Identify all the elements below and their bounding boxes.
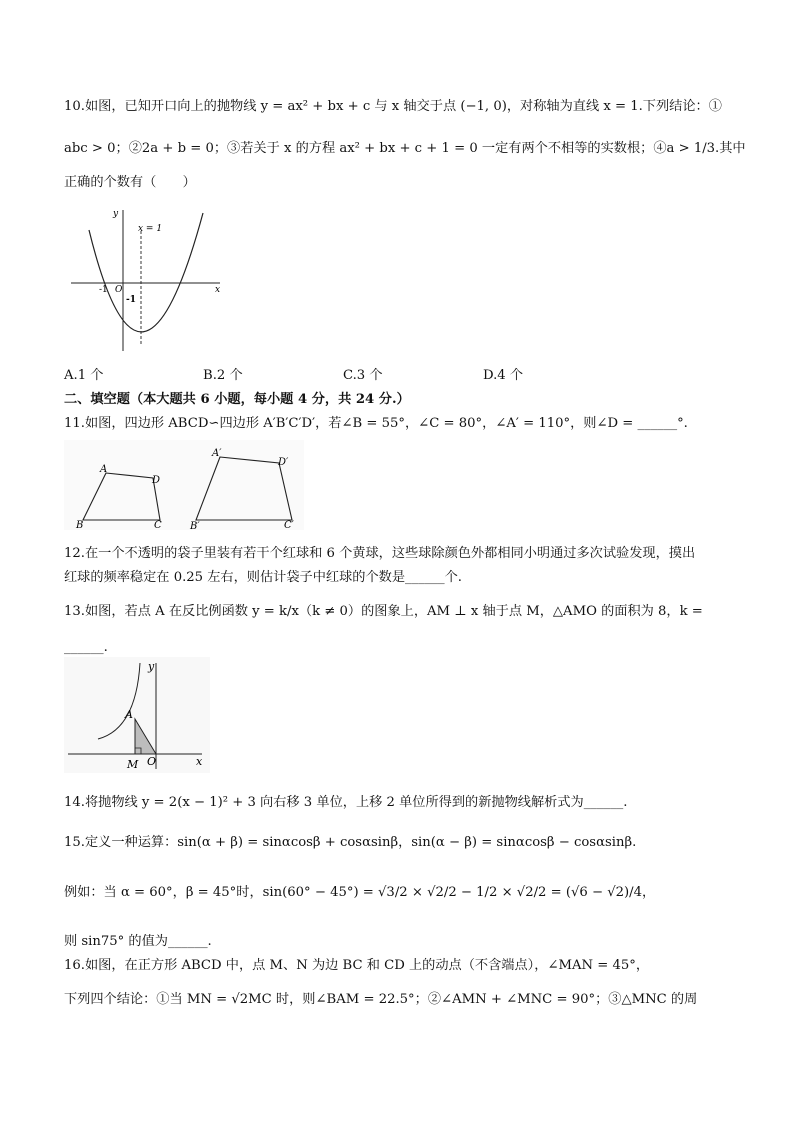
q10-neg-one-x: -1 [99,285,108,295]
section2-title: 二、填空题（本大题共 6 小题，每小题 4 分，共 24 分.） [64,392,410,407]
q10-y-label: y [113,209,119,219]
q11-quadrilaterals-figure [64,440,304,530]
q11-label-a: A [100,464,108,475]
q10-sym-label: x = 1 [138,224,163,234]
q15-line1: 15.定义一种运算：sin(α + β) = sinαcosβ + cosαsinβ，sin(α − β) = sinαcosβ − cosαsinβ. [64,835,637,850]
q11-label-b: B [76,520,84,530]
q12-line2: 红球的频率稳定在 0.25 左右，则估计袋子中红球的个数是______个. [64,570,462,585]
q11-label-c: C [154,520,162,530]
q16-line2: 下列四个结论：①当 MN = √2MC 时，则∠BAM = 22.5°；②∠AMN + ∠MNC = 90°；③△MNC 的周 [64,992,698,1007]
q13-label-y: y [148,660,155,673]
q10-option-d: D.4 个 [483,368,524,383]
q12-line1: 12.在一个不透明的袋子里装有若干个红球和 6 个黄球，这些球除颜色外都相同小明通过多次试验发现，摸出 [64,546,696,561]
q10-line3: 正确的个数有（ ） [64,175,196,190]
q13-hyperbola-figure [64,657,210,773]
q10-option-a: A.1 个 [64,368,104,383]
q10-neg-one-y: -1 [126,295,136,305]
q15-line2: 例如：当 α = 60°，β = 45°时，sin(60° − 45°) = √3/2 × √2/2 − 1/2 × √2/2 = (√6 − √2)/4， [64,885,656,900]
q10-line1: 10.如图，已知开口向上的抛物线 y = ax² + bx + c 与 x 轴交于点 (−1, 0)，对称轴为直线 x = 1.下列结论：① [64,99,722,114]
q11-label-a2: A′ [212,448,222,459]
q10-origin-label: O [115,285,123,295]
q11-label-d2: D′ [278,457,289,468]
q11-label-b2: B′ [190,521,200,530]
q15-line3: 则 sin75° 的值为______. [64,934,212,949]
q10-option-b: B.2 个 [203,368,243,383]
q13-label-o: O [147,755,157,768]
q13-label-x: x [196,755,203,768]
q11-text: 11.如图，四边形 ABCD∽四边形 A′B′C′D′，若∠B = 55°，∠C = 80°，∠A′ = 110°，则∠D = ______°. [64,416,688,431]
q14-text: 14.将抛物线 y = 2(x − 1)² + 3 向右移 3 单位，上移 2 单位所得到的新抛物线解析式为______. [64,795,628,810]
q10-option-c: C.3 个 [343,368,383,383]
q11-label-d: D [152,475,161,486]
q10-parabola-figure [68,206,228,356]
q10-x-label: x [215,285,221,295]
q13-label-m: M [127,758,139,771]
q13-label-a: A [125,708,133,721]
q11-label-c2: C′ [284,520,294,530]
q13-line1: 13.如图，若点 A 在反比例函数 y = k/x（k ≠ 0）的图象上，AM ⊥ x 轴于点 M，△AMO 的面积为 8，k = [64,604,703,619]
q13-line2: ______. [64,640,108,655]
q16-line1: 16.如图，在正方形 ABCD 中，点 M、N 为边 BC 和 CD 上的动点（不含端点），∠MAN = 45°， [64,958,650,973]
q10-line2: abc > 0；②2a + b = 0；③若关于 x 的方程 ax² + bx + c + 1 = 0 一定有两个不相等的实数根；④a > 1/3.其中 [64,141,746,156]
